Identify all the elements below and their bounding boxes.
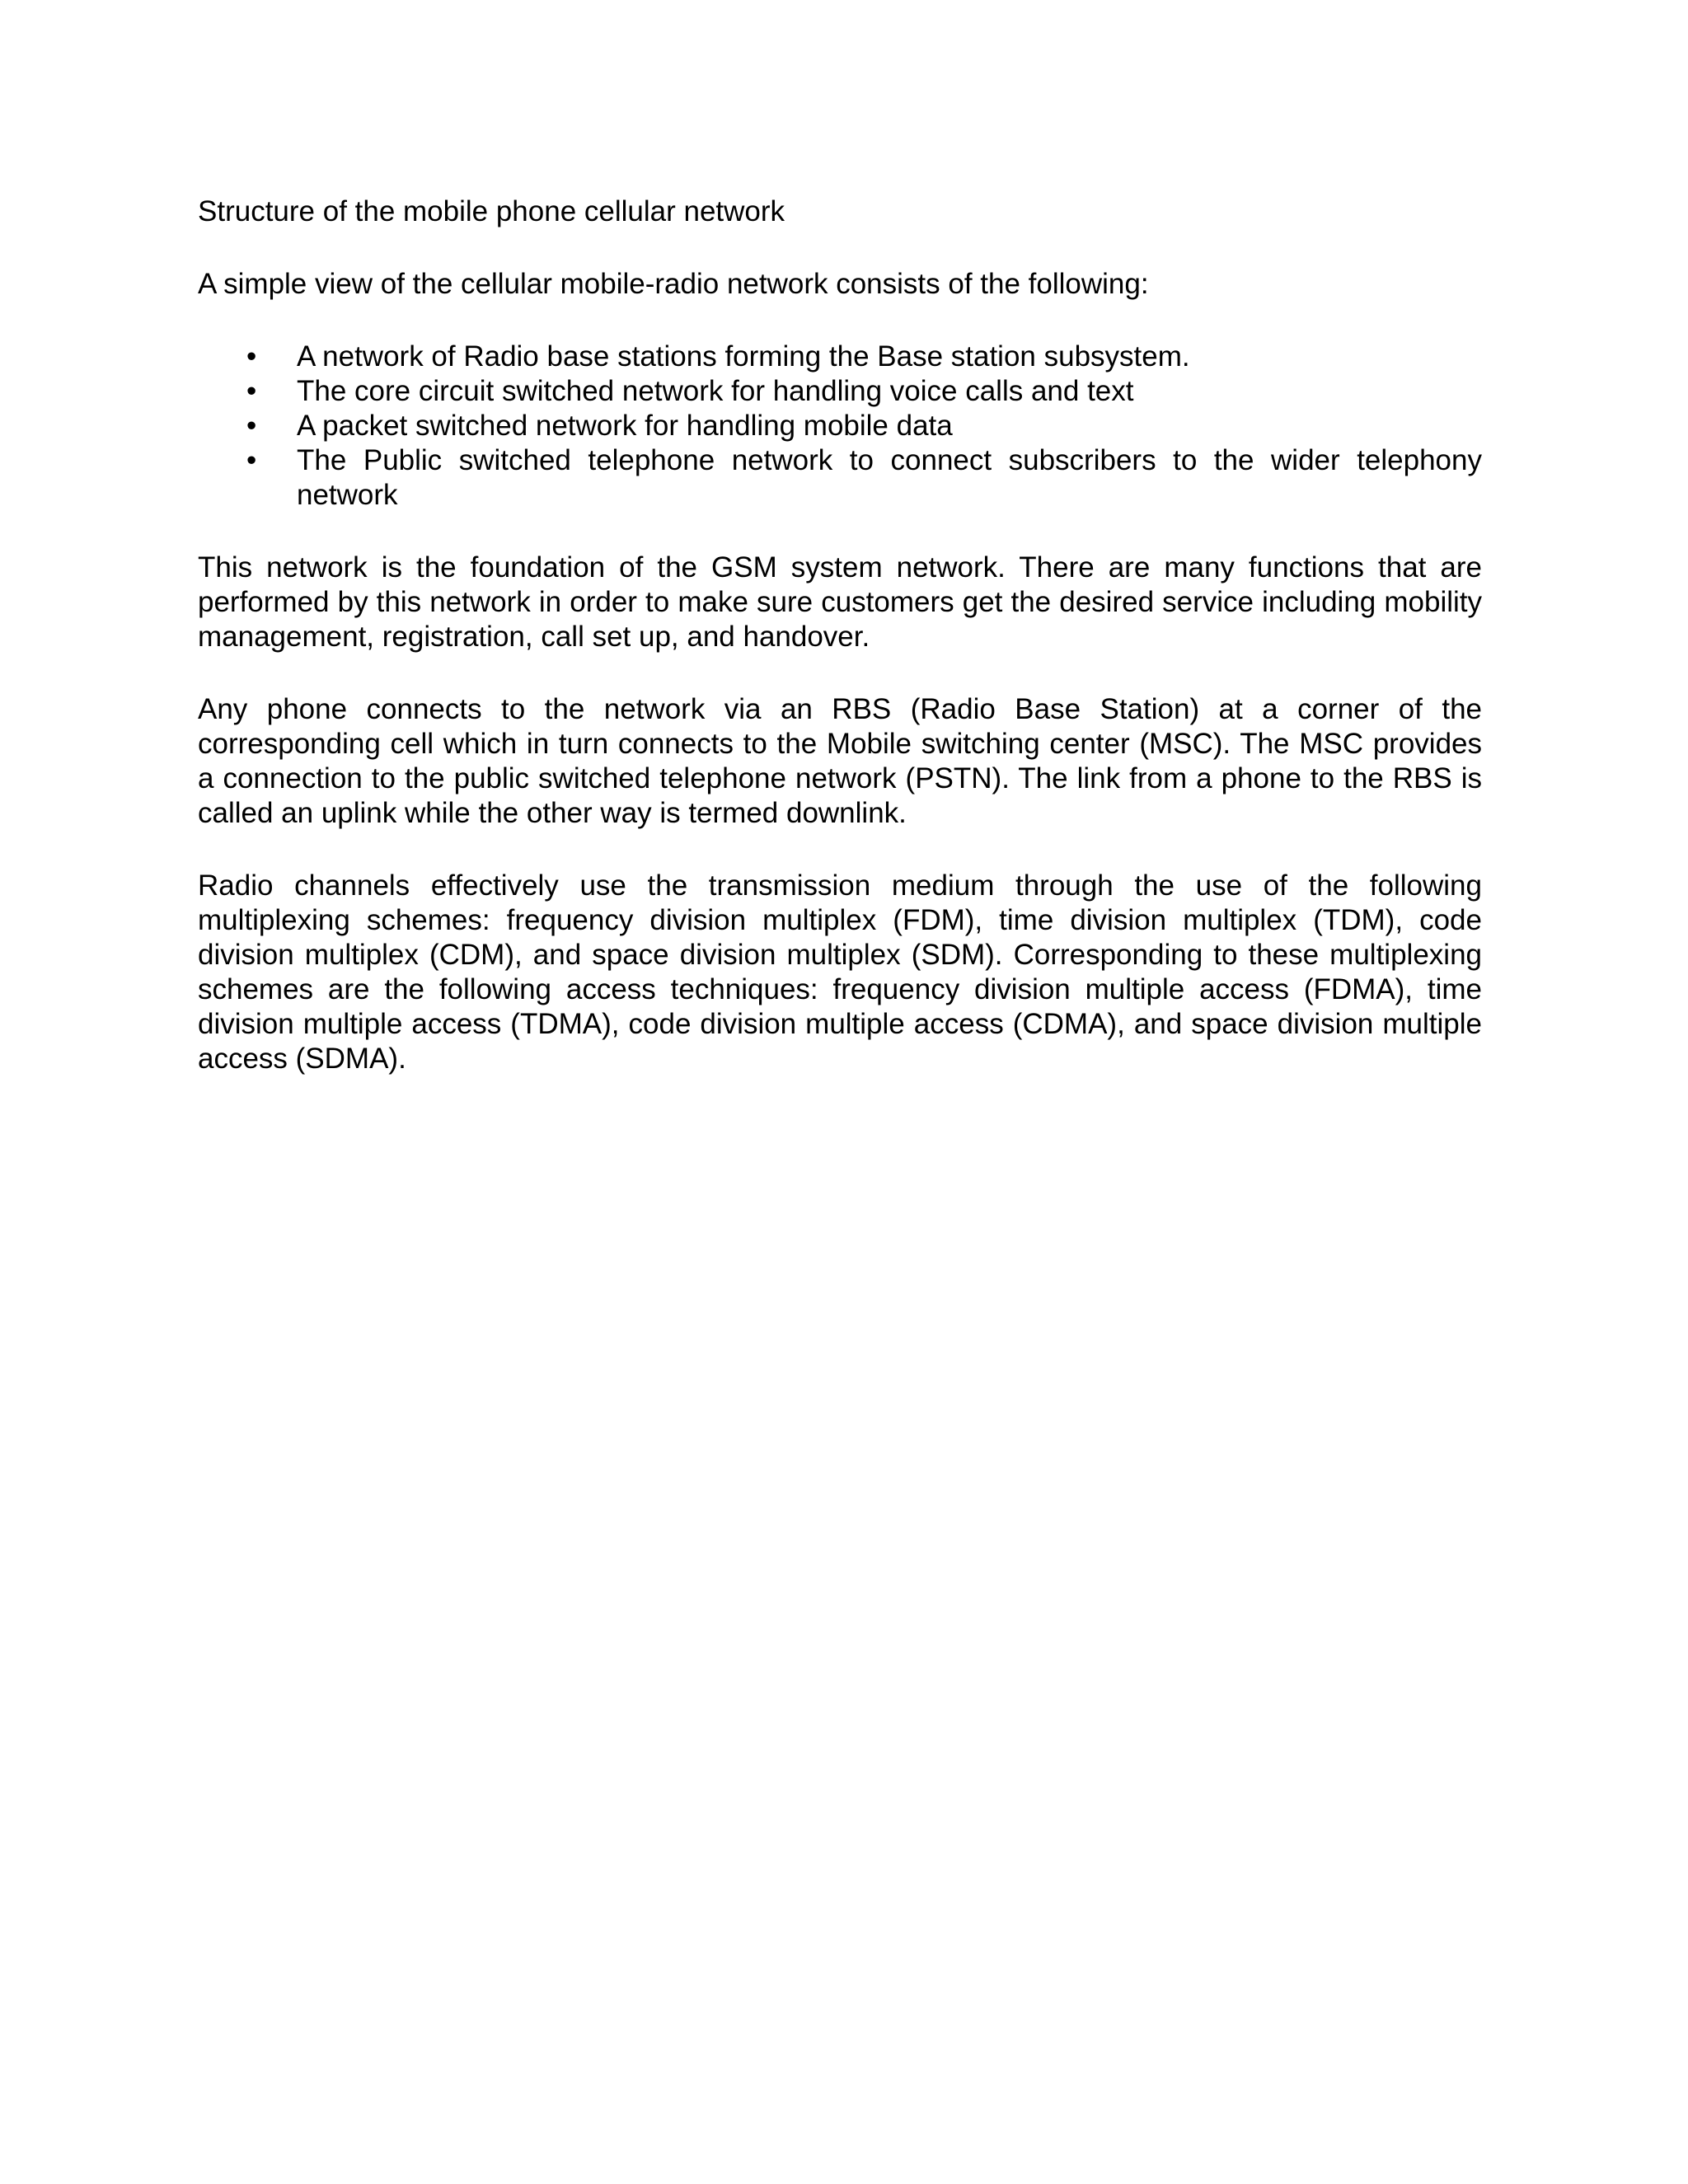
body-paragraph-rbs-msc: Any phone connects to the network via an RBS (Radio Base Station) at a corner of the corresponding cell which in turn connects to the Mobile switching center (MSC). The MSC provides a connection to the public switched telephone network (PSTN). The link from a phone to the RBS is called an uplink while the other way is termed downlink. — [198, 693, 1482, 829]
list-item-text: A packet switched network for handling mobile data — [297, 410, 953, 442]
body-paragraph-multiplexing: Radio channels effectively use the transmission medium through the use of the following multiplexing schemes: frequency division multiplex (FDM), time division multiplex (TDM), code division multiplex (CDM), and space division multiplex (SDM). Corresponding to these multiplexing schemes are the following access techniques: frequency division multiple access (FDMA), time division multiple access (TDMA), code division multiple access (CDMA), and space division multiple access (SDMA). — [198, 869, 1482, 1075]
list-item-text: The Public switched telephone network to connect subscribers to the wider telephony network — [297, 444, 1482, 511]
document-body — [198, 194, 1482, 1076]
bullet-icon: • — [246, 340, 257, 373]
list-item — [198, 409, 1482, 443]
list-item — [198, 443, 1482, 513]
document-title: Structure of the mobile phone cellular network — [198, 195, 785, 227]
list-item — [198, 374, 1482, 409]
bullet-icon: • — [246, 410, 257, 442]
list-item-text: A network of Radio base stations forming the Base station subsystem. — [297, 340, 1190, 373]
intro-paragraph: A simple view of the cellular mobile-radio network consists of the following: — [198, 268, 1149, 300]
body-paragraph-gsm-foundation: This network is the foundation of the GSM system network. There are many functions that are performed by this network in order to make sure customers get the desired service including mobility management, registration, call set up, and handover. — [198, 551, 1482, 653]
bullet-icon: • — [246, 444, 257, 476]
list-item — [198, 340, 1482, 374]
list-item-text: The core circuit switched network for handling voice calls and text — [297, 375, 1134, 407]
bullet-icon: • — [246, 375, 257, 407]
bullet-list — [198, 340, 1482, 513]
